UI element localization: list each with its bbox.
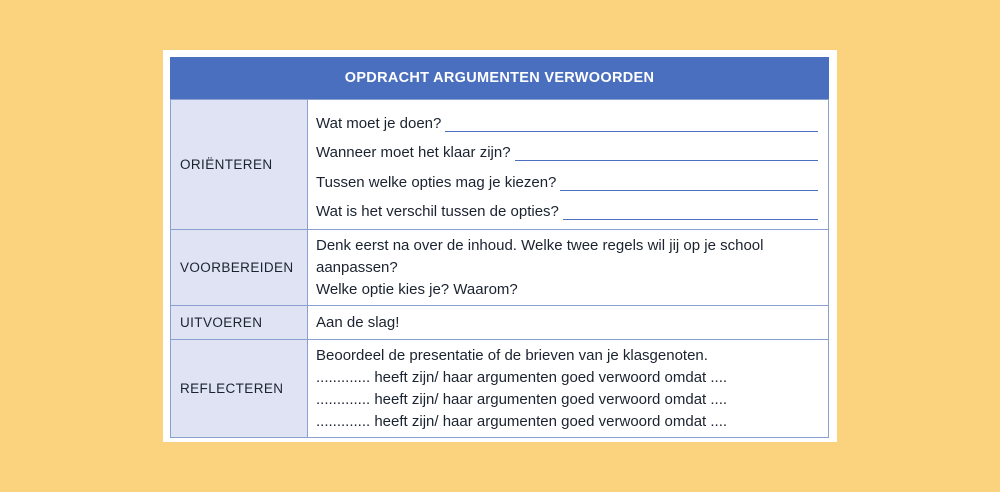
text-line: Beoordeel de presentatie of de brieven van je klasgenoten. (316, 347, 708, 364)
text-line: aanpassen? (316, 259, 398, 276)
question-text: Tussen welke opties mag je kiezen? (316, 173, 557, 191)
text-line: Denk eerst na over de inhoud. Welke twee regels wil jij op je school (316, 237, 764, 254)
question-text: Wanneer moet het klaar zijn? (316, 144, 511, 161)
content-reflecteren (308, 340, 829, 438)
question-line (316, 165, 818, 195)
question-line (316, 106, 818, 136)
answer-line[interactable] (445, 130, 818, 132)
content-uitvoeren (308, 306, 829, 340)
assignment-card (163, 50, 837, 442)
question-line (316, 136, 818, 166)
content-voorbereiden (308, 230, 829, 306)
row-voorbereiden (171, 230, 829, 306)
content-orienteren (308, 100, 829, 230)
question-text: Wat is het verschil tussen de opties? (316, 203, 559, 220)
answer-line[interactable] (563, 218, 818, 220)
text-line: ............. heeft zijn/ haar argumenten goed verwoord omdat .... (316, 369, 728, 386)
question-line (316, 195, 818, 225)
label-orienteren: ORIËNTEREN (171, 100, 308, 230)
answer-line[interactable] (515, 159, 818, 161)
question-text: Wat moet je doen? (316, 114, 442, 132)
answer-line[interactable] (560, 189, 818, 191)
text-line: ............. heeft zijn/ haar argumenten goed verwoord omdat .... (316, 391, 728, 408)
table-header: OPDRACHT ARGUMENTEN VERWOORDEN (170, 57, 829, 99)
assignment-table (170, 99, 829, 438)
label-uitvoeren: UITVOEREN (171, 306, 308, 340)
row-reflecteren (171, 340, 829, 438)
text-line: Aan de slag! (316, 313, 400, 331)
label-voorbereiden: VOORBEREIDEN (171, 230, 308, 306)
text-line: ............. heeft zijn/ haar argumenten goed verwoord omdat .... (316, 413, 728, 430)
row-orienteren (171, 100, 829, 230)
label-reflecteren: REFLECTEREN (171, 340, 308, 438)
text-line: Welke optie kies je? Waarom? (316, 281, 518, 298)
row-uitvoeren (171, 306, 829, 340)
